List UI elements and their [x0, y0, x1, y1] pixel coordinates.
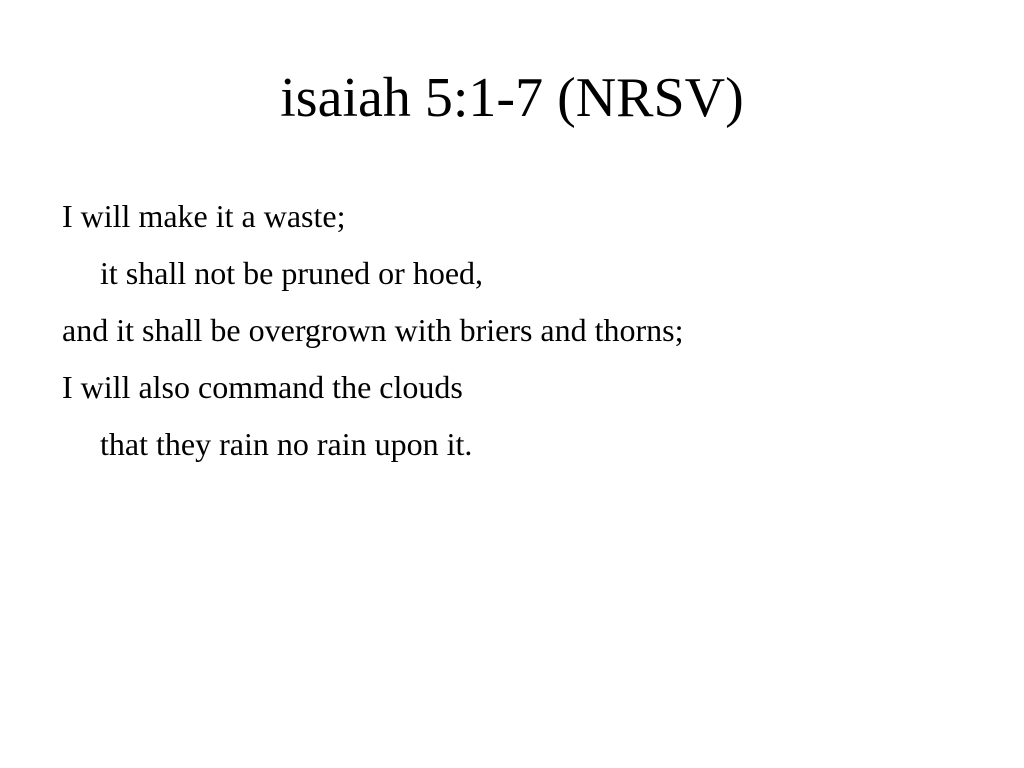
slide-title: isaiah 5:1-7 (NRSV) — [280, 67, 744, 129]
verse-line-3: and it shall be overgrown with briers and thorns; — [62, 312, 684, 348]
verse-line-2: it shall not be pruned or hoed, — [100, 255, 484, 291]
verse-text — [62, 188, 1002, 473]
verse-line-5: that they rain no rain upon it. — [100, 426, 473, 462]
verse-line-1: I will make it a waste; — [62, 198, 346, 234]
verse-line-4: I will also command the clouds — [62, 369, 463, 405]
